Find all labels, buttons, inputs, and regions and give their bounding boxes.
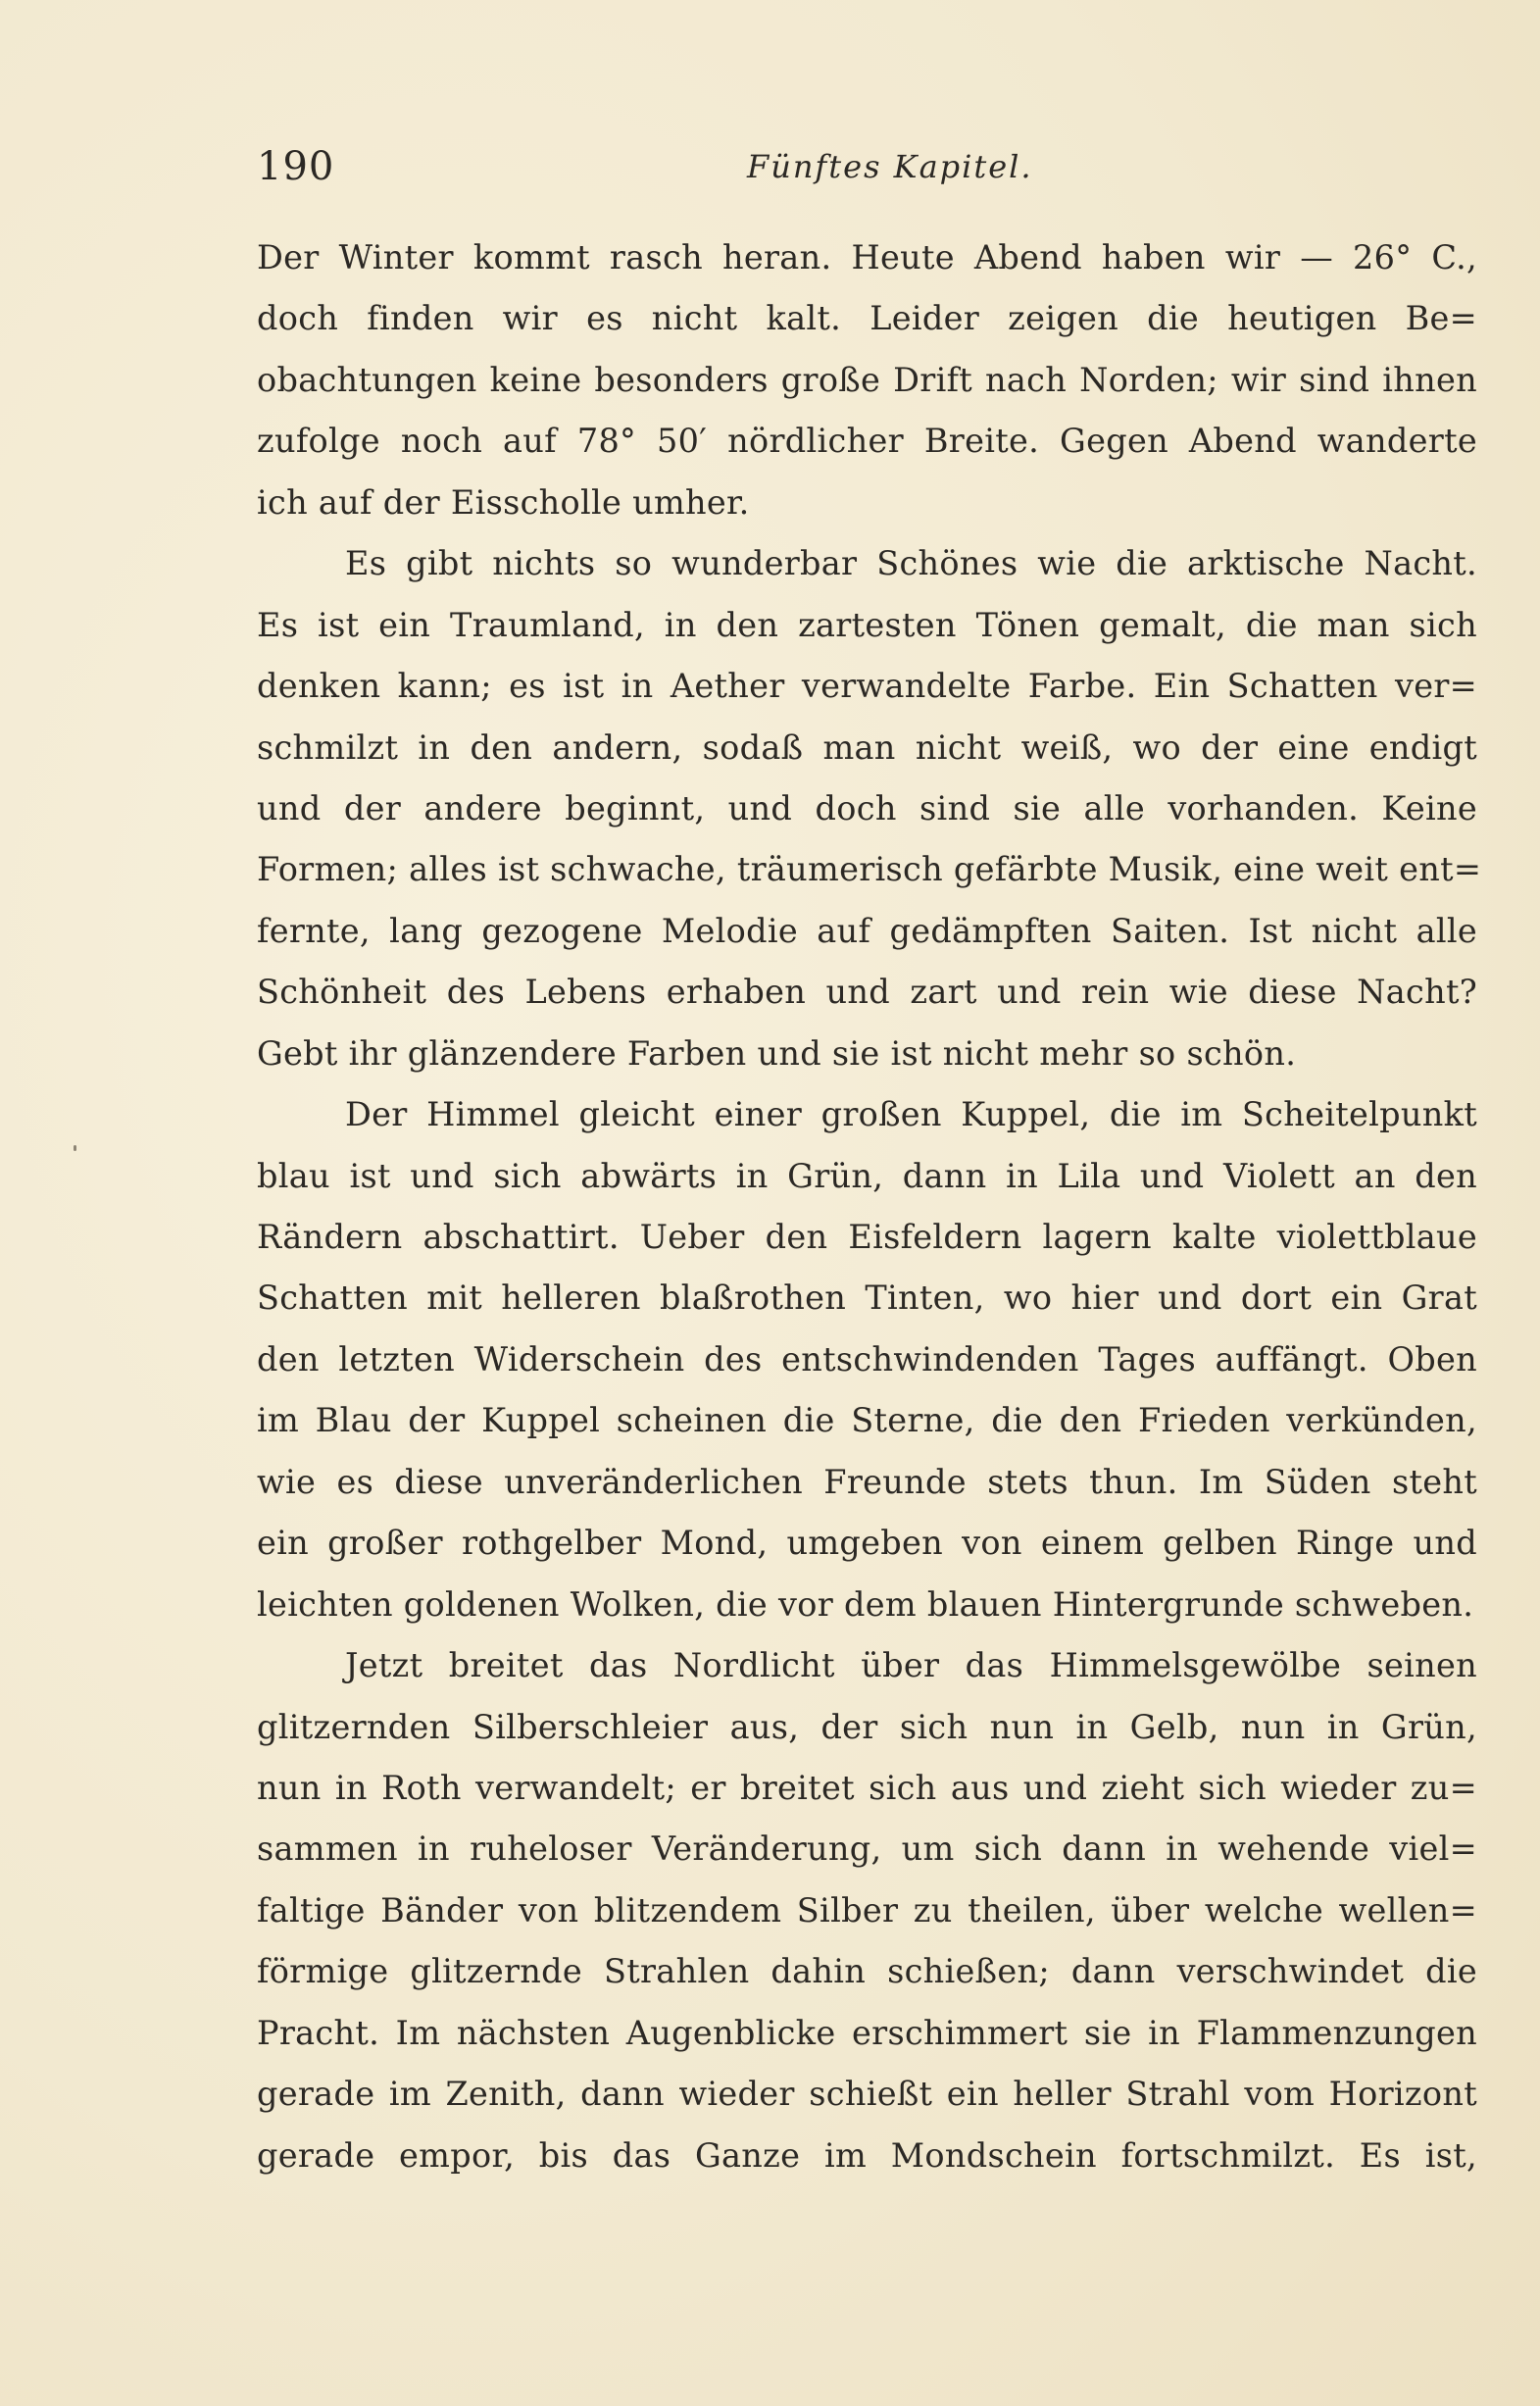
text-line: im Blau der Kuppel scheinen die Sterne, die den Frieden verkünden, <box>257 1401 1477 1440</box>
text-line: gerade im Zenith, dann wieder schießt ein heller Strahl vom Horizont <box>257 2075 1477 2114</box>
text-line: schmilzt in den andern, sodaß man nicht weiß, wo der eine endigt <box>257 727 1477 767</box>
text-line: zufolge noch auf 78° 50′ nördlicher Breite. Gegen Abend wanderte <box>257 422 1477 461</box>
paper-speck <box>74 1145 76 1151</box>
text-line: Es ist ein Traumland, in den zartesten Tönen gemalt, die man sich <box>257 605 1477 644</box>
text-line: blau ist und sich abwärts in Grün, dann in Lila und Violett an den <box>257 1156 1477 1195</box>
text-line: fernte, lang gezogene Melodie auf gedämpften Saiten. Ist nicht alle <box>257 911 1477 950</box>
body-text <box>257 227 1482 2186</box>
text-line: förmige glitzernde Strahlen dahin schießen; dann verschwindet die <box>257 1952 1477 1991</box>
text-line: Es gibt nichts so wunderbar Schönes wie die arktische Nacht. <box>345 544 1477 583</box>
text-line: nun in Roth verwandelt; er breitet sich aus und zieht sich wieder zu= <box>257 1768 1477 1807</box>
text-line: Pracht. Im nächsten Augenblicke erschimmert sie in Flammenzungen <box>257 2013 1477 2052</box>
chapter-title: Fünftes Kapitel. <box>747 148 1033 185</box>
text-line: den letzten Widerschein des entschwindenden Tages auffängt. Oben <box>257 1339 1477 1378</box>
text-line: wie es diese unveränderlichen Freunde stets thun. Im Süden steht <box>257 1462 1477 1501</box>
text-line: Rändern abschattirt. Ueber den Eisfeldern lagern kalte violettblaue <box>257 1218 1477 1256</box>
running-head <box>257 137 1477 196</box>
text-line: und der andere beginnt, und doch sind sie alle vorhanden. Keine <box>257 788 1477 827</box>
text-line: Formen; alles ist schwache, träumerisch gefärbte Musik, eine weit ent= <box>257 850 1482 889</box>
text-line: gerade empor, bis das Ganze im Mondschein fortschmilzt. Es ist, <box>257 2135 1477 2175</box>
text-line: Gebt ihr glänzendere Farben und sie ist nicht mehr so schön. <box>257 1033 1297 1073</box>
text-line: Jetzt breitet das Nordlicht über das Himmelsgewölbe seinen <box>345 1646 1477 1685</box>
text-line: sammen in ruheloser Veränderung, um sich dann in wehende viel= <box>257 1830 1477 1869</box>
text-line: Der Winter kommt rasch heran. Heute Abend haben wir — 26° C., <box>257 238 1477 276</box>
text-line: denken kann; es ist in Aether verwandelte Farbe. Ein Schatten ver= <box>257 667 1477 706</box>
text-line: obachtungen keine besonders große Drift nach Norden; wir sind ihnen <box>257 360 1477 399</box>
text-line: leichten goldenen Wolken, die vor dem blauen Hintergrunde schweben. <box>257 1584 1474 1624</box>
text-line: doch finden wir es nicht kalt. Leider zeigen die heutigen Be= <box>257 299 1477 338</box>
text-line: glitzernden Silberschleier aus, der sich nun in Gelb, nun in Grün, <box>257 1707 1477 1746</box>
page-number: 190 <box>257 144 335 189</box>
text-line: faltige Bänder von blitzendem Silber zu theilen, über welche wellen= <box>257 1890 1477 1930</box>
text-line: ich auf der Eisscholle umher. <box>257 482 750 522</box>
text-line: Der Himmel gleicht einer großen Kuppel, die im Scheitelpunkt <box>345 1095 1477 1134</box>
text-line: ein großer rothgelber Mond, umgeben von einem gelben Ringe und <box>257 1524 1477 1563</box>
text-line: Schönheit des Lebens erhaben und zart und rein wie diese Nacht? <box>257 973 1477 1012</box>
text-line: Schatten mit helleren blaßrothen Tinten, wo hier und dort ein Grat <box>257 1278 1477 1318</box>
